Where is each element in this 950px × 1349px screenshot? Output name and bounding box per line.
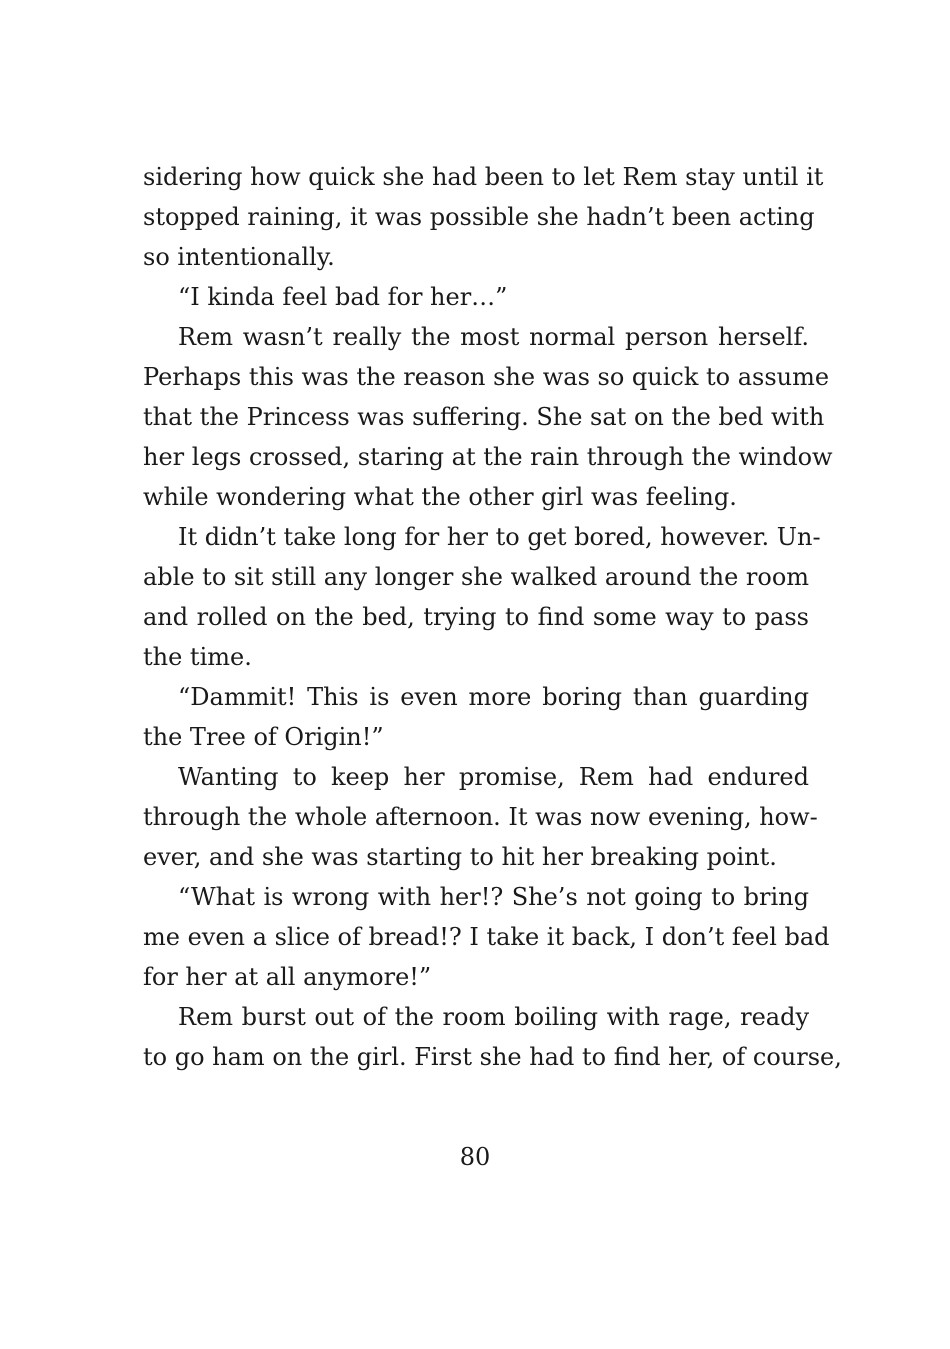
text-line: ever, and she was starting to hit her breaking point. (143, 843, 777, 871)
body-text (143, 157, 842, 1077)
text-line: “Dammit! This is even more boring than guarding (178, 683, 809, 711)
text-line: so intentionally. (143, 243, 335, 271)
text-line: “I kinda feel bad for her…” (178, 283, 508, 311)
text-line: stopped raining, it was possible she hadn’t been acting (143, 203, 815, 231)
text-line: “What is wrong with her!? She’s not going to bring (178, 883, 809, 911)
text-line: Perhaps this was the reason she was so quick to assume (143, 363, 830, 391)
text-line: to go ham on the girl. First she had to find her, of course, (143, 1043, 842, 1071)
text-line: able to sit still any longer she walked around the room (143, 563, 810, 591)
text-line: Rem burst out of the room boiling with rage, ready (178, 1003, 809, 1031)
text-line: through the whole afternoon. It was now evening, how- (143, 803, 818, 831)
text-line: while wondering what the other girl was feeling. (143, 483, 737, 511)
text-line: the Tree of Origin!” (143, 723, 384, 751)
text-line: her legs crossed, staring at the rain through the window (143, 443, 833, 471)
page-number: 80 (459, 1143, 491, 1171)
text-line: sidering how quick she had been to let Rem stay until it (143, 163, 824, 191)
text-line: me even a slice of bread!? I take it back, I don’t feel bad (143, 923, 830, 951)
text-line: for her at all anymore!” (143, 963, 432, 991)
text-line: Wanting to keep her promise, Rem had endured (178, 763, 809, 791)
text-line: that the Princess was suffering. She sat on the bed with (143, 403, 825, 431)
text-line: It didn’t take long for her to get bored, however. Un- (178, 523, 821, 551)
text-line: and rolled on the bed, trying to find some way to pass (143, 603, 809, 631)
text-line: Rem wasn’t really the most normal person herself. (178, 323, 809, 351)
text-line: the time. (143, 643, 252, 671)
